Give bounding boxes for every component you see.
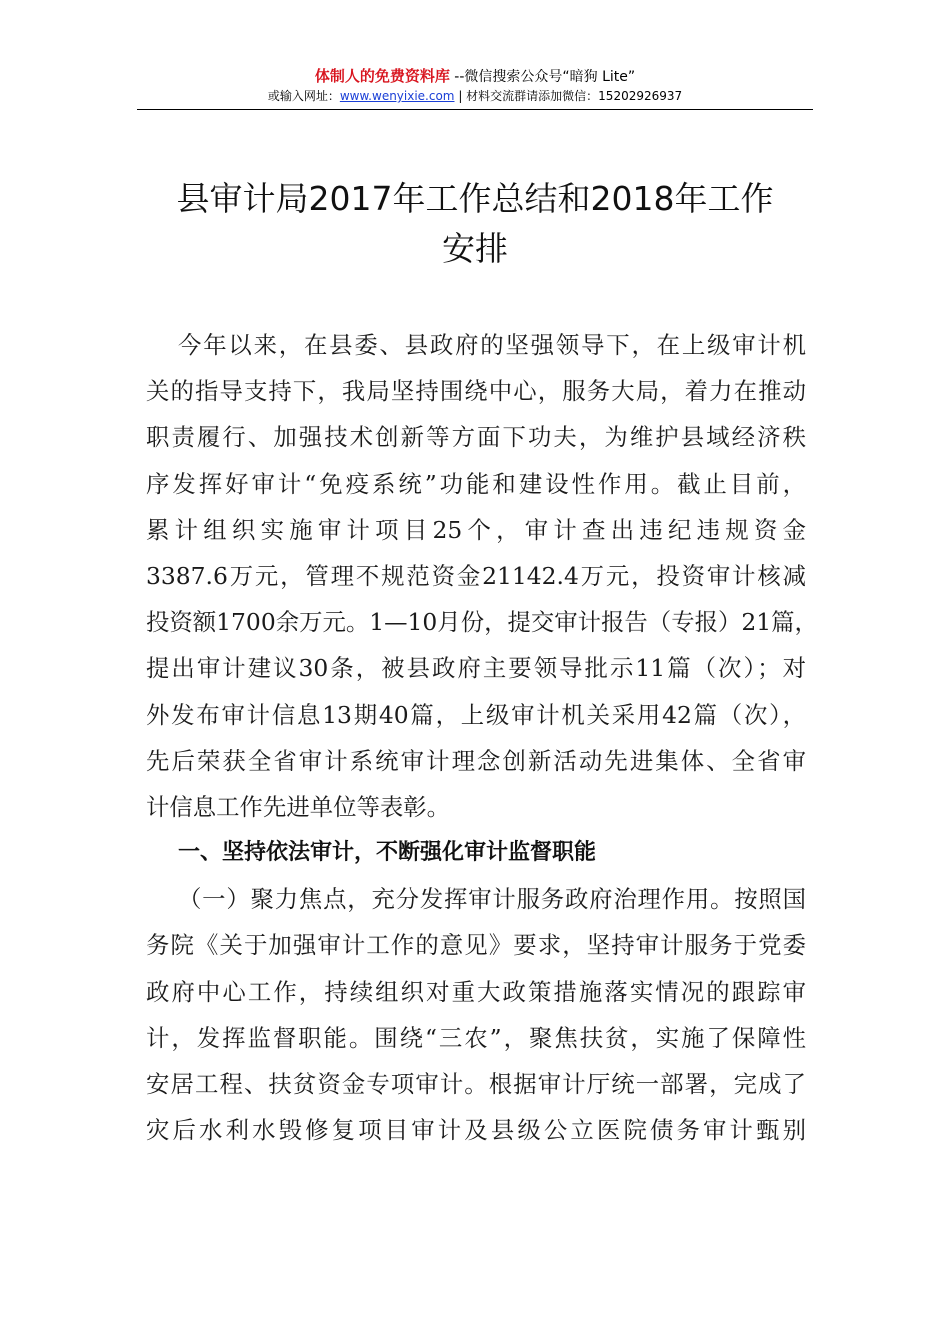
paragraph-line: （一）聚力焦点，充分发挥审计服务政府治理作用。按照国: [178, 885, 806, 914]
paragraph-line: 今年以来，在县委、县政府的坚强领导下，在上级审计机: [178, 331, 806, 359]
paragraph-line: 序发挥好审计“免疫系统”功能和建设性作用。截止目前，: [146, 469, 806, 498]
header-brand: 体制人的免费资料库: [314, 67, 450, 85]
paragraph-line: 安居工程、扶贫资金专项审计。根据审计厅统一部署，完成了: [146, 1070, 806, 1098]
paragraph-line: 政府中心工作，持续组织对重大政策措施落实情况的跟踪审: [146, 977, 806, 1006]
header-line-2: [0, 87, 950, 105]
title-line-2: 安排: [442, 229, 508, 268]
document-body: [146, 322, 818, 1153]
paragraph-line: 投资额1700余万元。1—10月份，提交审计报告（专报）21篇，: [146, 608, 818, 637]
page-header: [0, 66, 950, 105]
section-heading: 一、坚持依法审计，不断强化审计监督职能: [178, 840, 597, 866]
paragraph-line: 职责履行、加强技术创新等方面下功夫，为维护县域经济秩: [146, 423, 806, 452]
paragraph-line: 先后荣获全省审计系统审计理念创新活动先进集体、全省审: [146, 746, 806, 775]
paragraph-line: 关的指导支持下，我局坚持围绕中心，服务大局，着力在推动: [146, 377, 806, 406]
header-divider: [137, 109, 813, 110]
header-tagline: --微信搜索公众号“暗狗 Lite”: [454, 69, 636, 85]
paragraph-line: 计信息工作先进单位等表彰。: [146, 792, 451, 821]
paragraph-line: 外发布审计信息13期40篇，上级审计机关采用42篇（次），: [146, 700, 806, 729]
paragraph-line: 提出审计建议30条，被县政府主要领导批示11篇（次）；对: [146, 654, 806, 683]
title-line-1: 县审计局2017年工作总结和2018年工作: [176, 179, 774, 218]
header-url-prefix: 或输入网址：: [267, 89, 340, 103]
paragraph-line: 务院《关于加强审计工作的意见》要求，坚持审计服务于党委: [146, 931, 806, 960]
header-url-link[interactable]: www.wenyixie.com: [339, 89, 455, 103]
paragraph-line: 灾后水利水毁修复项目审计及县级公立医院债务审计甄别: [146, 1116, 806, 1145]
paragraph-line: 累计组织实施审计项目25个，审计查出违纪违规资金: [146, 515, 806, 544]
paragraph-line: 3387.6万元，管理不规范资金21142.4万元，投资审计核减: [146, 561, 806, 590]
header-contact: | 材料交流群请添加微信：15202926937: [454, 89, 683, 103]
paragraph-line: 计，发挥监督职能。围绕“三农”，聚焦扶贫，实施了保障性: [146, 1023, 806, 1052]
document-title: [100, 174, 850, 274]
header-line-1: [0, 66, 950, 87]
